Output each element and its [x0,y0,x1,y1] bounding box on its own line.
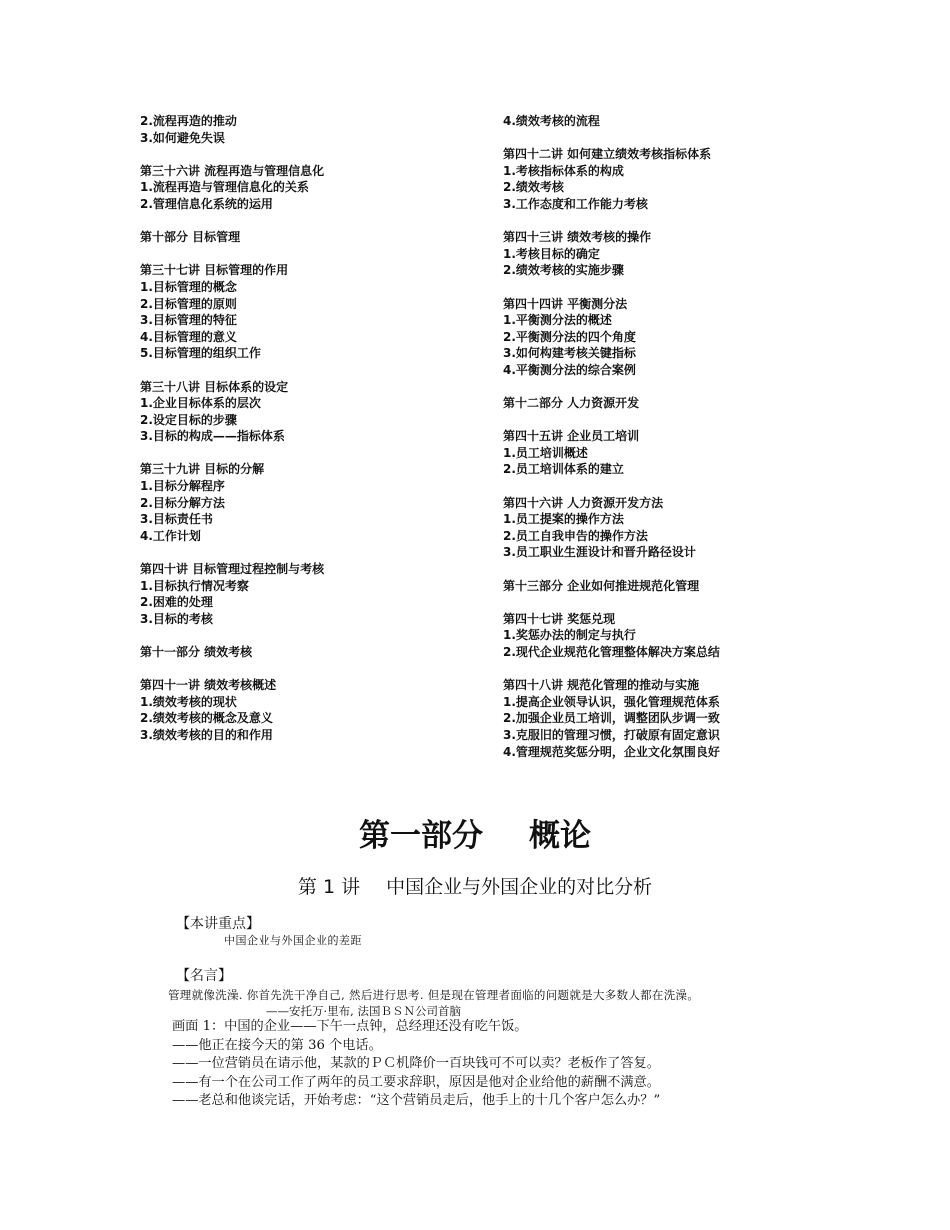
scene-line: ——老总和他谈完话，开始考虑：“这个营销员走后，他手上的十几个客户怎么办？” [172,1093,661,1108]
toc-item: 1.考核目标的确定 [503,246,600,261]
toc-item: 3.目标的考核 [140,611,213,626]
toc-heading: 第四十四讲 平衡测分法 [503,296,628,311]
toc-spacer [140,661,490,678]
toc-spacer [140,146,490,163]
toc-heading: 第四十三讲 绩效考核的操作 [503,230,652,245]
toc-heading: 第十三部分 企业如何推进规范化管理 [503,578,700,593]
toc-left-column [140,113,490,744]
toc-item: 1.提高企业领导认识，强化管理规范体系 [503,694,720,709]
toc-spacer [503,661,883,678]
scene-line: ——有一个在公司工作了两年的员工要求辞职，原因是他对企业给他的薪酬不满意。 [172,1074,660,1090]
toc-item: 1.奖惩办法的制定与执行 [503,628,636,643]
toc-spacer [140,544,490,561]
toc-heading: 第四十讲 目标管理过程控制与考核 [140,562,325,577]
toc-spacer [503,412,883,429]
toc-item: 3.目标管理的特征 [140,313,237,328]
lecture-name: 中国企业与外国企业的对比分析 [386,876,653,898]
toc-item: 3.目标责任书 [140,512,213,527]
toc-item: 3.员工职业生涯设计和晋升路径设计 [503,545,696,560]
toc-item: 2.目标分解方法 [140,495,225,510]
scene-line: 画面 1：中国的企业——下午一点钟，总经理还没有吃午饭。 [172,1019,528,1034]
lecture-number: 第 1 讲 [297,876,361,898]
toc-item: 4.目标管理的意义 [140,329,237,344]
toc-item: 5.目标管理的组织工作 [140,346,261,361]
toc-item: 3.绩效考核的目的和作用 [140,727,273,742]
quote-text: 管理就像洗澡. 你首先洗干净自己, 然后进行思考. 但是现在管理者面临的问题就是大多数人都在洗澡。 [168,988,700,1002]
toc-heading: 第三十七讲 目标管理的作用 [140,263,289,278]
quote-label: 【名言】 [176,968,232,984]
toc-spacer [503,561,883,578]
toc-spacer [140,362,490,379]
toc-heading: 第四十七讲 奖惩兑现 [503,611,616,626]
toc-item: 2.管理信息化系统的运用 [140,196,273,211]
toc-item: 1.流程再造与管理信息化的关系 [140,180,309,195]
toc-item: 4.平衡测分法的综合案例 [503,362,636,377]
toc-spacer [140,445,490,462]
toc-item: 1.目标管理的概念 [140,279,237,294]
toc-item: 2.流程再造的推动 [140,114,237,128]
focus-text: 中国企业与外国企业的差距 [224,934,362,947]
toc-spacer [503,379,883,396]
toc-item: 4.工作计划 [140,528,201,543]
toc-heading: 第四十六讲 人力资源开发方法 [503,495,664,510]
toc-item: 2.绩效考核的实施步骤 [503,263,624,278]
toc-item: 2.现代企业规范化管理整体解决方案总结 [503,645,720,659]
toc-item: 3.克服旧的管理习惯，打破原有固定意识 [503,727,720,742]
toc-item: 4.管理规范奖惩分明，企业文化氛围良好 [503,744,720,759]
toc-item: 2.绩效考核的概念及意义 [140,711,273,726]
toc-item: 3.目标的构成——指标体系 [140,429,285,444]
focus-label: 【本讲重点】 [176,916,260,932]
toc-heading: 第十二部分 人力资源开发 [503,396,640,411]
toc-item: 2.目标管理的原则 [140,296,237,311]
toc-item: 3.工作态度和工作能力考核 [503,196,648,211]
toc-item: 2.加强企业员工培训，调整团队步调一致 [503,711,720,726]
lecture-title [0,872,950,899]
toc-spacer [140,627,490,644]
quote-author: ——安托万·里布, 法国ＢＳＮ公司首脑 [266,1004,461,1018]
part-title [0,810,950,855]
toc-spacer [140,213,490,230]
toc-item: 1.目标分解程序 [140,479,225,494]
scene-paragraph [172,1018,872,1111]
toc-heading: 第十一部分 绩效考核 [140,645,253,659]
toc-item: 2.员工自我申告的操作方法 [503,528,648,543]
toc-right-column [503,113,883,760]
part-name: 概论 [529,818,591,854]
toc-item: 1.企业目标体系的层次 [140,396,261,411]
toc-item: 1.绩效考核的现状 [140,694,237,709]
toc-heading: 第四十八讲 规范化管理的推动与实施 [503,678,700,693]
toc-item: 3.如何避免失误 [140,130,225,145]
toc-item: 2.平衡测分法的四个角度 [503,329,636,344]
toc-item: 2.绩效考核 [503,180,564,195]
toc-heading: 第三十九讲 目标的分解 [140,462,265,477]
scene-line: ——一位营销员在请示他，某款的ＰＣ机降价一百块钱可不可以卖？老板作了答复。 [172,1056,660,1071]
toc-heading: 第四十五讲 企业员工培训 [503,429,640,444]
toc-spacer [503,279,883,296]
toc-spacer [503,213,883,230]
toc-item: 2.员工培训体系的建立 [503,462,624,477]
toc-item: 2.设定目标的步骤 [140,412,237,427]
toc-heading: 第三十六讲 流程再造与管理信息化 [140,163,325,178]
part-label: 第一部分 [359,818,483,854]
toc-item: 2.困难的处理 [140,595,213,610]
toc-spacer [503,594,883,611]
toc-heading: 第三十八讲 目标体系的设定 [140,379,289,394]
toc-item: 1.员工提案的操作方法 [503,512,624,527]
toc-item: 4.绩效考核的流程 [503,114,600,128]
toc-spacer [503,478,883,495]
toc-item: 1.平衡测分法的概述 [503,313,612,328]
toc-item: 1.目标执行情况考察 [140,578,249,593]
toc-item: 1.考核指标体系的构成 [503,163,624,178]
toc-heading: 第十部分 目标管理 [140,230,241,245]
toc-heading: 第四十一讲 绩效考核概述 [140,678,277,693]
toc-item: 3.如何构建考核关键指标 [503,346,636,361]
toc-spacer [140,246,490,263]
scene-line: ——他正在接今天的第 36 个电话。 [172,1037,382,1053]
toc-spacer [503,130,883,147]
toc-item: 1.员工培训概述 [503,445,588,460]
toc-heading: 第四十二讲 如何建立绩效考核指标体系 [503,147,712,162]
